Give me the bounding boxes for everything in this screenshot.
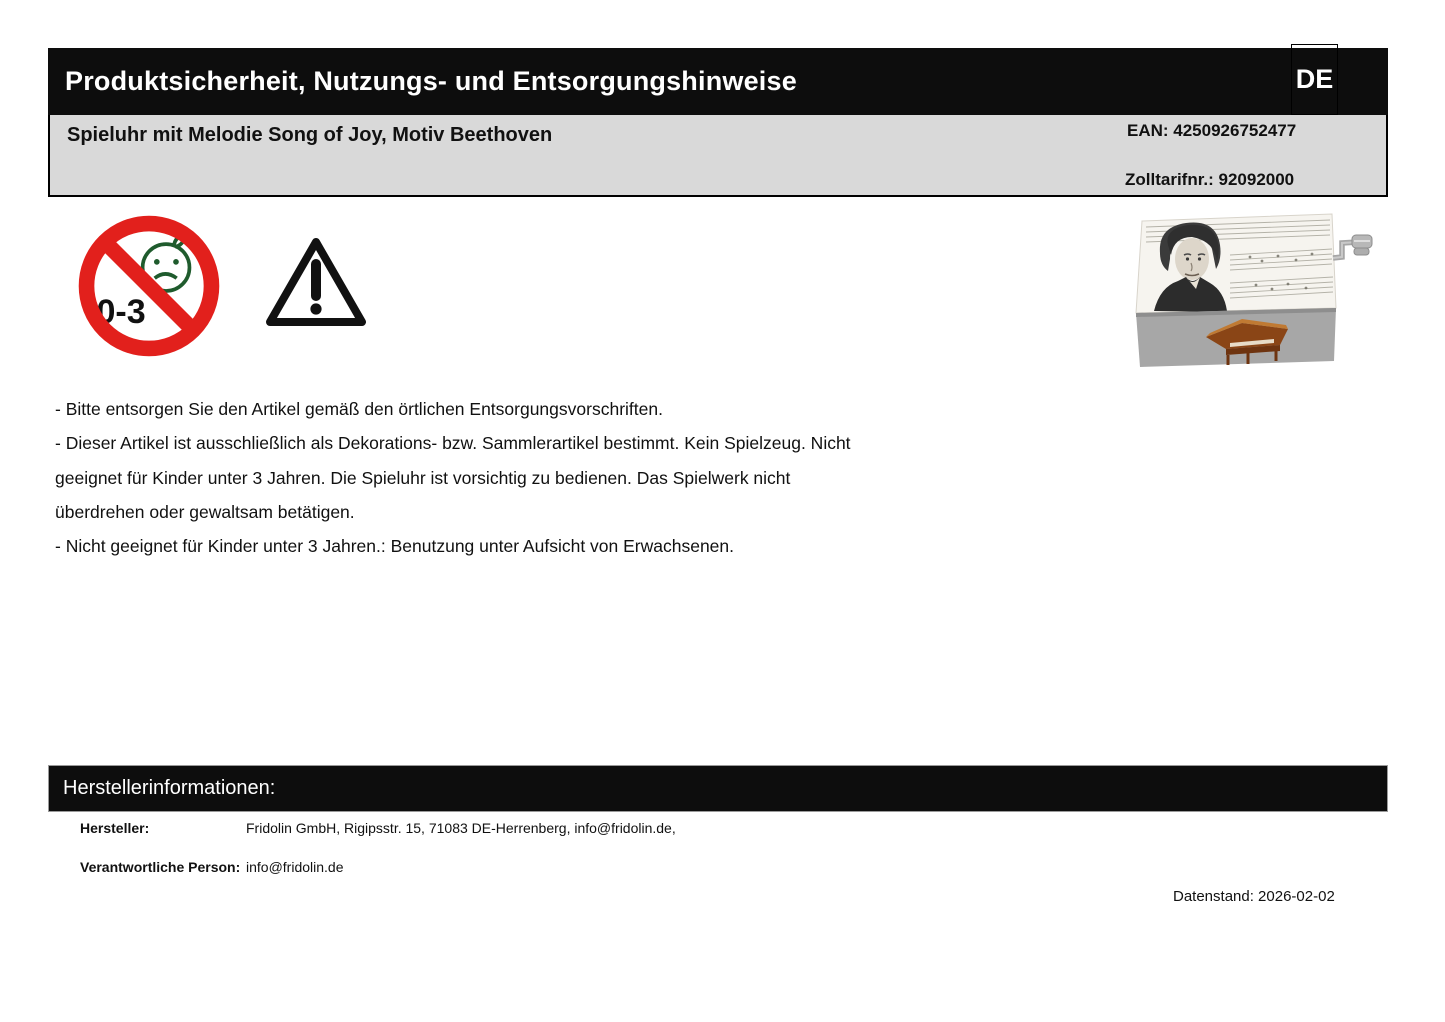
note-line: - Nicht geeignet für Kinder unter 3 Jahren.: Benutzung unter Aufsicht von Erwachsenen. bbox=[55, 536, 735, 557]
manufacturer-value: Fridolin GmbH, Rigipsstr. 15, 71083 DE-Herrenberg, info@fridolin.de, bbox=[246, 820, 676, 836]
document-header-bar bbox=[48, 48, 1388, 115]
language-badge: DE bbox=[1291, 44, 1338, 115]
customs-tariff-number: Zolltarifnr.: 92092000 bbox=[1125, 170, 1295, 189]
note-line: geeignet für Kinder unter 3 Jahren. Die Spieluhr ist vorsichtig zu bedienen. Das Spielwerk nicht bbox=[55, 467, 791, 488]
manufacturer-label: Hersteller: bbox=[80, 820, 150, 836]
note-line: - Dieser Artikel ist ausschließlich als Dekorations- bzw. Sammlerartikel bestimmt. Kein Spielzeug. Nicht bbox=[55, 433, 851, 454]
age-range-label: 0-3 bbox=[96, 292, 146, 331]
beethoven-portrait bbox=[1154, 222, 1227, 312]
ean-number: EAN: 4250926752477 bbox=[1127, 121, 1297, 140]
warning-triangle-icon bbox=[263, 234, 369, 332]
product-name: Spieluhr mit Melodie Song of Joy, Motiv Beethoven bbox=[67, 124, 553, 146]
product-image-music-box bbox=[1130, 211, 1374, 377]
note-line: - Bitte entsorgen Sie den Artikel gemäß den örtlichen Entsorgungsvorschriften. bbox=[55, 399, 663, 419]
crank-handle bbox=[1333, 235, 1372, 258]
manufacturer-section-title: Herstellerinformationen: bbox=[63, 777, 276, 799]
age-warning-0-3-icon bbox=[78, 215, 220, 357]
safety-notes-text bbox=[55, 392, 1065, 563]
manufacturer-section-bar bbox=[48, 765, 1388, 812]
data-status-date: Datenstand: 2026-02-02 bbox=[1173, 888, 1335, 905]
document-title: Produktsicherheit, Nutzungs- und Entsorgungshinweise bbox=[65, 66, 797, 96]
responsible-person-label: Verantwortliche Person: bbox=[80, 859, 241, 875]
product-info-band bbox=[48, 115, 1388, 197]
responsible-person-value: info@fridolin.de bbox=[246, 859, 344, 875]
note-line: überdrehen oder gewaltsam betätigen. bbox=[55, 501, 355, 522]
